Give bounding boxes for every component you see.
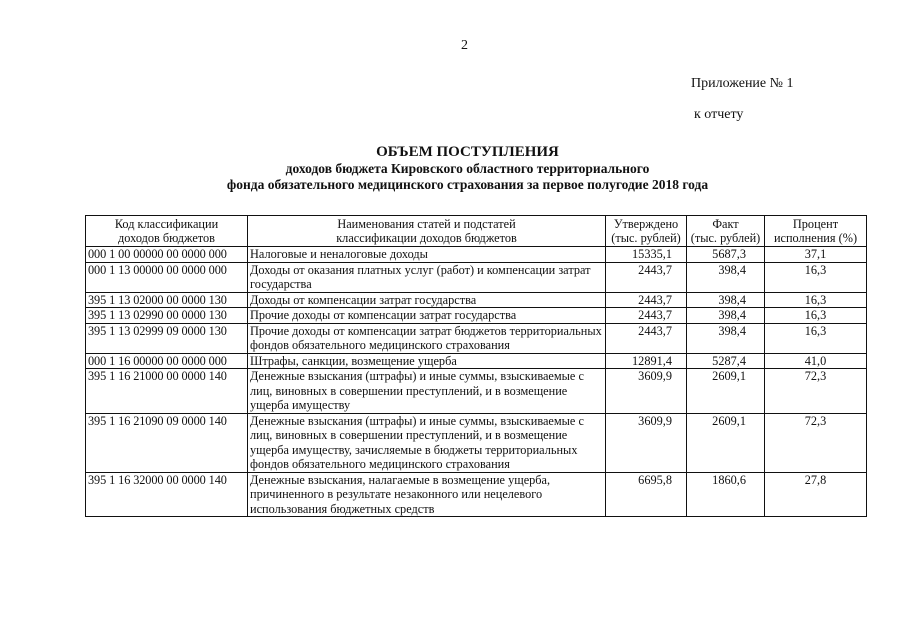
header-percent-line-2: исполнения (%) <box>773 231 858 245</box>
table-row <box>86 323 867 353</box>
document-subtitle <box>0 161 905 193</box>
header-percent <box>765 216 867 247</box>
document-title: ОБЪЕМ ПОСТУПЛЕНИЯ <box>376 144 559 160</box>
row-name: Прочие доходы от компенсации затрат государства <box>248 308 606 324</box>
row-fact: 398,4 <box>687 292 765 308</box>
row-approved: 2443,7 <box>606 323 687 353</box>
revenue-table <box>85 215 867 517</box>
table-row <box>86 247 867 263</box>
row-approved: 2443,7 <box>606 292 687 308</box>
header-code-line-1: Код классификации <box>114 217 219 231</box>
row-code: 000 1 16 00000 00 0000 000 <box>86 353 248 369</box>
row-percent: 72,3 <box>765 413 867 472</box>
row-fact: 398,4 <box>687 308 765 324</box>
row-name: Денежные взыскания (штрафы) и иные суммы, взыскиваемые с лиц, виновных в совершении преступлений, и в возмещение ущерба имуществу <box>248 369 606 414</box>
row-code: 395 1 16 21090 09 0000 140 <box>86 413 248 472</box>
header-fact-line-2: (тыс. рублей) <box>690 231 761 245</box>
row-fact: 2609,1 <box>687 413 765 472</box>
header-code-line-2: доходов бюджетов <box>118 231 215 245</box>
row-percent: 16,3 <box>765 292 867 308</box>
row-percent: 16,3 <box>765 262 867 292</box>
row-percent: 41,0 <box>765 353 867 369</box>
row-fact: 5287,4 <box>687 353 765 369</box>
appendix-label: Приложение № 1 <box>691 76 794 91</box>
table-row <box>86 353 867 369</box>
row-fact: 2609,1 <box>687 369 765 414</box>
subtitle-line-1: доходов бюджета Кировского областного территориального <box>285 161 650 176</box>
header-fact-line-1: Факт <box>712 217 739 231</box>
row-code: 395 1 13 02990 00 0000 130 <box>86 308 248 324</box>
row-name: Доходы от оказания платных услуг (работ) и компенсации затрат государства <box>248 262 606 292</box>
row-fact: 1860,6 <box>687 472 765 517</box>
row-name: Денежные взыскания (штрафы) и иные суммы, взыскиваемые с лиц, виновных в совершении преступлений, и в возмещение ущерба имуществу, зачисляемые в бюджеты территориальных фондов обязательного медицинского страхования <box>248 413 606 472</box>
row-name: Штрафы, санкции, возмещение ущерба <box>248 353 606 369</box>
row-code: 395 1 13 02000 00 0000 130 <box>86 292 248 308</box>
header-name <box>248 216 606 247</box>
header-name-line-2: классификации доходов бюджетов <box>336 231 517 245</box>
header-code <box>86 216 248 247</box>
table-row <box>86 369 867 414</box>
row-percent: 27,8 <box>765 472 867 517</box>
row-fact: 398,4 <box>687 323 765 353</box>
row-approved: 12891,4 <box>606 353 687 369</box>
row-approved: 2443,7 <box>606 308 687 324</box>
row-percent: 72,3 <box>765 369 867 414</box>
subtitle-line-2: фонда обязательного медицинского страхования за первое полугодие 2018 года <box>226 177 709 192</box>
header-approved-line-1: Утверждено <box>613 217 679 231</box>
row-approved: 3609,9 <box>606 369 687 414</box>
table-row <box>86 262 867 292</box>
row-approved: 6695,8 <box>606 472 687 517</box>
row-fact: 5687,3 <box>687 247 765 263</box>
row-code: 000 1 13 00000 00 0000 000 <box>86 262 248 292</box>
table-row <box>86 413 867 472</box>
page-number: 2 <box>461 38 468 53</box>
row-name: Прочие доходы от компенсации затрат бюджетов территориальных фондов обязательного медицинского страхования <box>248 323 606 353</box>
row-approved: 3609,9 <box>606 413 687 472</box>
header-approved <box>606 216 687 247</box>
row-percent: 16,3 <box>765 308 867 324</box>
row-name: Денежные взыскания, налагаемые в возмещение ущерба, причиненного в результате незаконного или нецелевого использования бюджетных средств <box>248 472 606 517</box>
table-row <box>86 472 867 517</box>
row-name: Доходы от компенсации затрат государства <box>248 292 606 308</box>
report-label: к отчету <box>694 107 744 122</box>
row-name: Налоговые и неналоговые доходы <box>248 247 606 263</box>
header-fact <box>687 216 765 247</box>
row-code: 000 1 00 00000 00 0000 000 <box>86 247 248 263</box>
row-percent: 37,1 <box>765 247 867 263</box>
row-fact: 398,4 <box>687 262 765 292</box>
row-code: 395 1 13 02999 09 0000 130 <box>86 323 248 353</box>
header-approved-line-2: (тыс. рублей) <box>611 231 681 245</box>
table-row <box>86 292 867 308</box>
row-approved: 2443,7 <box>606 262 687 292</box>
table-header-row <box>86 216 867 247</box>
row-approved: 15335,1 <box>606 247 687 263</box>
header-name-line-1: Наименования статей и подстатей <box>337 217 516 231</box>
header-percent-line-1: Процент <box>792 217 839 231</box>
table-row <box>86 308 867 324</box>
row-code: 395 1 16 32000 00 0000 140 <box>86 472 248 517</box>
row-percent: 16,3 <box>765 323 867 353</box>
row-code: 395 1 16 21000 00 0000 140 <box>86 369 248 414</box>
